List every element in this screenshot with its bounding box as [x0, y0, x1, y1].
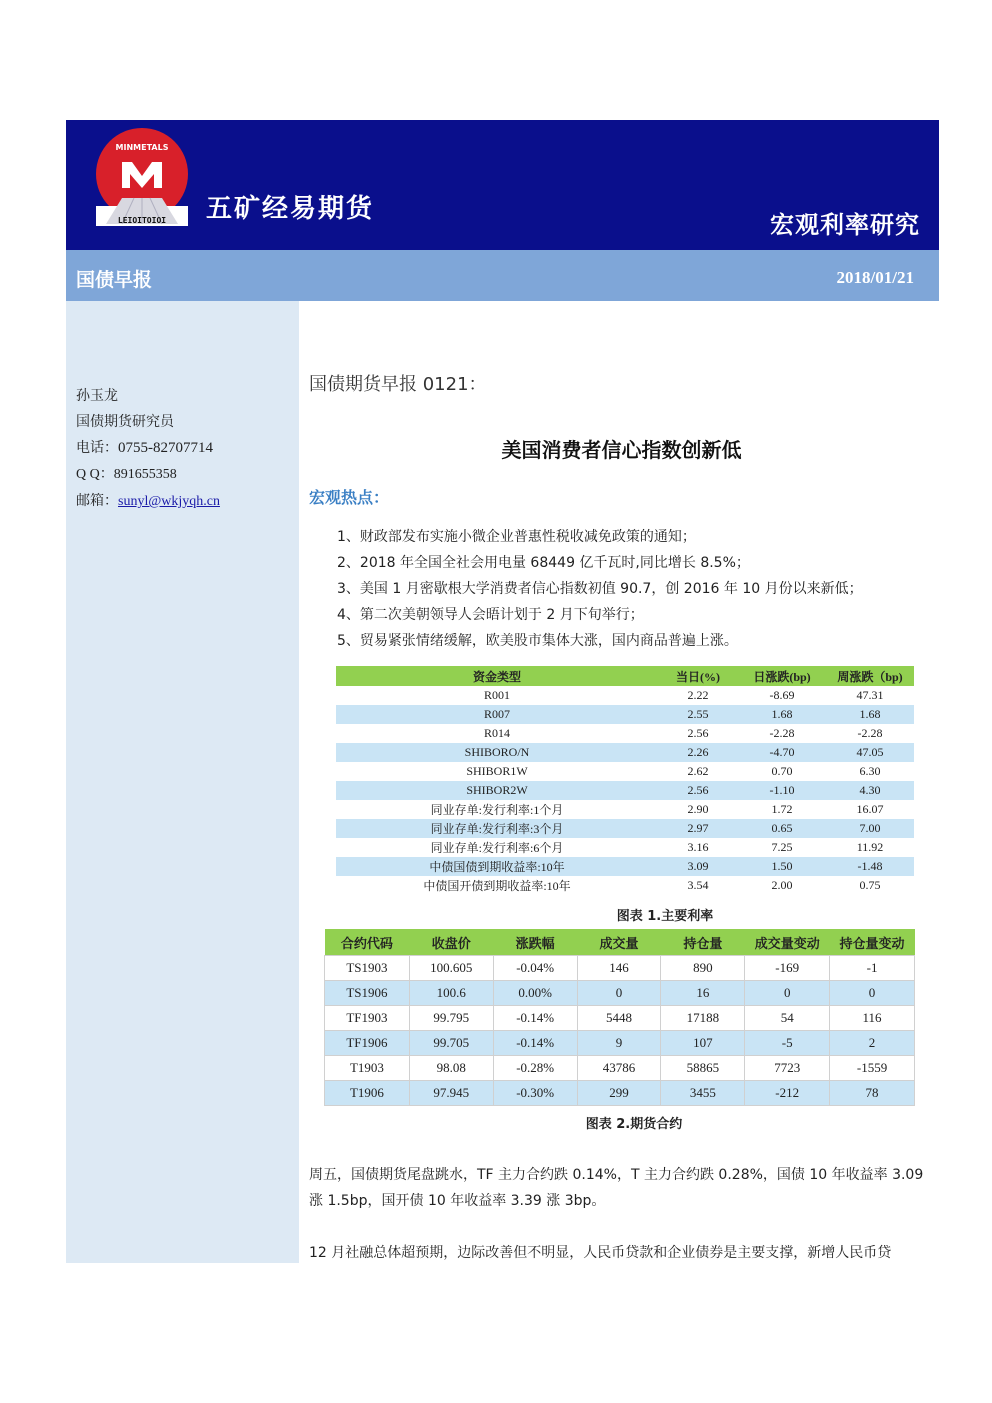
list-item: 2、2018 年全国全社会用电量 68449 亿千瓦时,同比增长 8.5%；: [337, 555, 750, 571]
headline: 美国消费者信心指数创新低: [501, 438, 742, 462]
table-cell: 3.16: [687, 840, 709, 854]
table-cell: 16.07: [856, 802, 884, 816]
table-cell: 1.68: [738, 705, 826, 724]
table-cell: 97.945: [409, 1081, 493, 1106]
table-cell: 同业存单:发行利率:6个月: [430, 841, 564, 855]
author-qq: [76, 461, 220, 488]
table-row: [336, 743, 914, 762]
column-header: 收盘价: [409, 929, 493, 956]
column-header: 持仓量变动: [830, 929, 915, 956]
table-cell: 0: [577, 981, 661, 1006]
table-cell: -0.30%: [493, 1081, 577, 1106]
table-row: [325, 956, 915, 981]
table-cell: 2.97: [658, 819, 738, 838]
company-name: 五矿经易期货: [206, 194, 375, 224]
table-cell: -0.14%: [493, 1006, 577, 1031]
table-cell: 100.6: [409, 981, 493, 1006]
list-item: 4、第二次美朝领导人会晤计划于 2 月下旬举行；: [337, 607, 644, 623]
column-header: 成交量变动: [745, 929, 830, 956]
table-cell: -0.04%: [493, 956, 577, 981]
report-date: 2018/01/21: [836, 268, 914, 287]
list-item: 3、美国 1 月密歇根大学消费者信心指数初值 90.7，创 2016 年 10 月份以来新低；: [337, 581, 863, 597]
section-title: 宏观利率研究: [770, 211, 920, 239]
author-phone: [76, 435, 220, 461]
table-cell: 0.00%: [493, 981, 577, 1006]
table-cell: 同业存单:发行利率:1个月: [430, 803, 564, 817]
table-cell: 2.26: [658, 743, 738, 762]
table-cell: 54: [745, 1006, 830, 1031]
report-type: 国债早报: [76, 269, 153, 291]
table-cell: -2.28: [769, 726, 795, 740]
table-cell: 同业存单:发行利率:3个月: [336, 819, 658, 838]
paragraph: 周五，国债期货尾盘跳水，TF 主力合约跌 0.14%，T 主力合约跌 0.28%，国债 10 年收益率 3.09 涨 1.5bp，国开债 10 年收益率 3.39 涨 3bp。: [309, 1167, 924, 1209]
table-cell: 2.22: [687, 688, 709, 702]
table-cell: -212: [745, 1081, 830, 1106]
table-cell: 0.70: [771, 764, 793, 778]
table-cell: 99.705: [409, 1031, 493, 1056]
column-header: 持仓量: [661, 929, 745, 956]
table-cell: -0.14%: [493, 1031, 577, 1056]
table-cell: 7.25: [771, 840, 793, 854]
table-cell: 4.30: [826, 781, 914, 800]
table-cell: 146: [577, 956, 661, 981]
table-cell: TS1903: [325, 956, 410, 981]
table-cell: 2.62: [687, 764, 709, 778]
rates-table-body: [336, 686, 914, 895]
futures-table: [324, 929, 915, 1106]
table-cell: 299: [577, 1081, 661, 1106]
table-cell: 2.90: [687, 802, 709, 816]
table-cell: 116: [830, 1006, 915, 1031]
table-cell: 107: [661, 1031, 745, 1056]
table-cell: 17188: [661, 1006, 745, 1031]
doc-title: 国债期货早报 0121：: [309, 374, 487, 395]
table-cell: -1.48: [826, 857, 914, 876]
table-cell: 98.08: [409, 1056, 493, 1081]
paragraph: 12 月社融总体超预期，边际改善但不明显，人民币贷款和企业债券是主要支撑，新增人民币贷: [309, 1245, 892, 1261]
list-item: 1、财政部发布实施小微企业普惠性税收减免政策的通知；: [337, 529, 696, 545]
table-cell: 2.56: [687, 726, 709, 740]
table-row: [336, 838, 914, 857]
table-cell: 2.00: [771, 878, 793, 892]
table-cell: 0.75: [859, 878, 881, 892]
logo-text-top: MINMETALS: [115, 143, 169, 152]
table-cell: -8.69: [769, 688, 795, 702]
logo-text-bottom: LEIOITOIOI: [117, 216, 167, 225]
table-cell: 6.30: [859, 764, 881, 778]
table-cell: -1.10: [738, 781, 826, 800]
table-cell: 2.55: [658, 705, 738, 724]
table-cell: 9: [577, 1031, 661, 1056]
table-cell: SHIBOR1W: [466, 764, 528, 778]
table-row: [336, 781, 914, 800]
rates-table-caption: 图表 1.主要利率: [616, 909, 714, 924]
table-header-row: [336, 666, 914, 686]
rates-table: [336, 666, 914, 895]
table-cell: 7723: [745, 1056, 830, 1081]
table-cell: 中债国债到期收益率:10年: [336, 857, 658, 876]
table-cell: R014: [483, 726, 510, 740]
table-cell: -1559: [830, 1056, 915, 1081]
futures-table-caption: 图表 2.期货合约: [585, 1117, 683, 1132]
table-cell: T1906: [325, 1081, 410, 1106]
table-cell: 43786: [577, 1056, 661, 1081]
table-cell: 7.00: [826, 819, 914, 838]
table-row: [336, 800, 914, 819]
main-content: [309, 370, 934, 654]
table-cell: 1.68: [826, 705, 914, 724]
table-cell: T1903: [325, 1056, 410, 1081]
company-logo: [92, 128, 192, 228]
table-cell: TF1903: [325, 1006, 410, 1031]
table-cell: -2.28: [857, 726, 883, 740]
table-cell: 16: [661, 981, 745, 1006]
table-row: [325, 1006, 915, 1031]
table-cell: 58865: [661, 1056, 745, 1081]
phone-label: 电话：: [76, 440, 118, 456]
author-title: 国债期货研究员: [76, 414, 174, 430]
table-cell: 99.795: [409, 1006, 493, 1031]
table-cell: 890: [661, 956, 745, 981]
table-row: [325, 1056, 915, 1081]
phone-value: 0755-82707714: [118, 440, 213, 456]
column-header: 涨跌幅: [493, 929, 577, 956]
table-cell: 0: [745, 981, 830, 1006]
table-row: [336, 705, 914, 724]
table-cell: 100.605: [409, 956, 493, 981]
list-item: 5、贸易紧张情绪缓解，欧美股市集体大涨，国内商品普遍上涨。: [337, 633, 738, 649]
hot-topics-label: 宏观热点：: [309, 488, 390, 507]
table-header-row: [325, 929, 915, 956]
email-label: 邮箱：: [76, 493, 118, 509]
column-header: 成交量: [577, 929, 661, 956]
table-cell: 11.92: [856, 840, 884, 854]
author-email: [76, 488, 220, 515]
table-cell: -0.28%: [493, 1056, 577, 1081]
table-cell: 2.56: [658, 781, 738, 800]
qq-label: Q Q：: [76, 467, 114, 482]
hot-topics-list: [337, 524, 934, 654]
table-row: [336, 857, 914, 876]
column-header: 当日(%): [658, 666, 738, 686]
table-cell: 1.50: [738, 857, 826, 876]
column-header: 日涨跌(bp): [738, 666, 826, 686]
table-cell: 47.05: [826, 743, 914, 762]
table-cell: SHIBORO/N: [336, 743, 658, 762]
table-cell: -5: [745, 1031, 830, 1056]
table-cell: R007: [336, 705, 658, 724]
table-cell: 中债国开债到期收益率:10年: [423, 879, 571, 893]
table-cell: SHIBOR2W: [336, 781, 658, 800]
column-header: 资金类型: [336, 666, 658, 686]
table-row: [336, 724, 914, 743]
table-row: [325, 1031, 915, 1056]
table-cell: TS1906: [325, 981, 410, 1006]
author-name: 孙玉龙: [76, 388, 118, 404]
table-cell: R001: [483, 688, 510, 702]
table-cell: 47.31: [856, 688, 884, 702]
table-cell: TF1906: [325, 1031, 410, 1056]
table-cell: 3.54: [687, 878, 709, 892]
column-header: 周涨跌（bp): [826, 666, 914, 686]
table-cell: 3.09: [658, 857, 738, 876]
table-cell: 1.72: [771, 802, 793, 816]
table-cell: 0: [830, 981, 915, 1006]
column-header: 合约代码: [325, 929, 410, 956]
table-row: [336, 876, 914, 895]
qq-value: 891655358: [113, 467, 177, 482]
table-row: [325, 981, 915, 1006]
author-info: [76, 383, 220, 515]
table-row: [325, 1081, 915, 1106]
table-row: [336, 762, 914, 781]
futures-table-body: [325, 956, 915, 1106]
table-cell: -169: [745, 956, 830, 981]
email-link[interactable]: sunyl@wkjyqh.cn: [118, 494, 220, 509]
table-cell: -1: [830, 956, 915, 981]
table-row: [336, 819, 914, 838]
table-cell: 0.65: [738, 819, 826, 838]
table-cell: 78: [830, 1081, 915, 1106]
table-cell: -4.70: [738, 743, 826, 762]
subheader-band: [66, 250, 939, 301]
table-cell: 5448: [577, 1006, 661, 1031]
table-row: [336, 686, 914, 705]
table-cell: 3455: [661, 1081, 745, 1106]
table-cell: 2: [830, 1031, 915, 1056]
